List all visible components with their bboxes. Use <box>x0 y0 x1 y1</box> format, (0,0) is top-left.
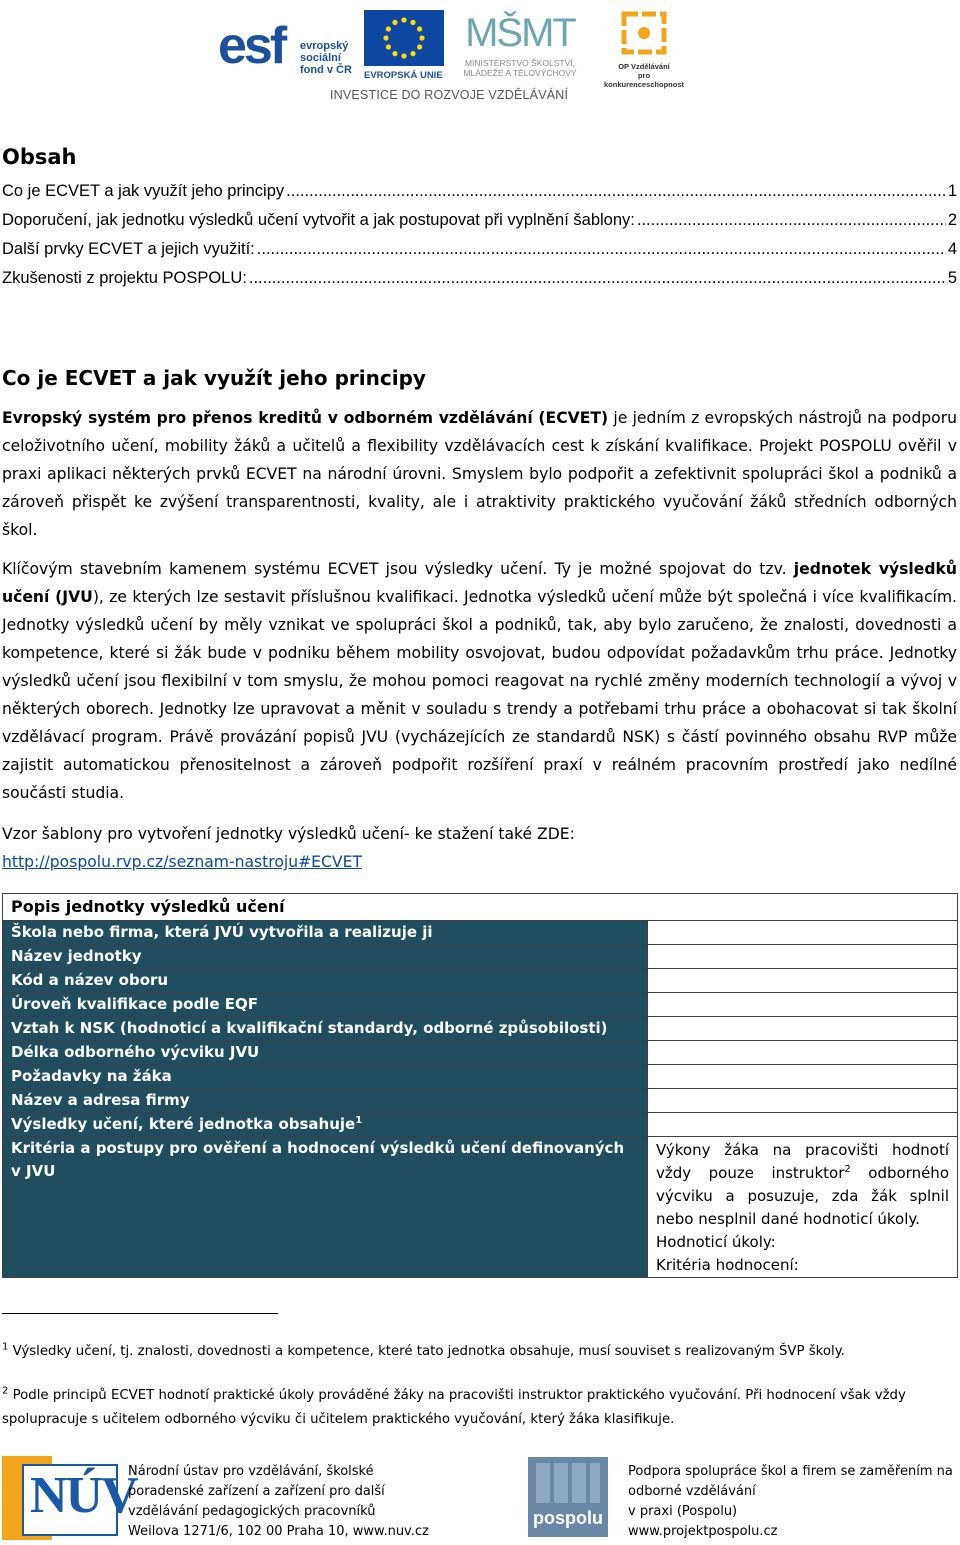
pospolu-logo-text: pospolu <box>533 1508 603 1528</box>
footnote-2 <box>2 1384 957 1432</box>
footnote-1 <box>2 1340 957 1364</box>
esf-logo-letters: esf <box>218 17 285 75</box>
row-label: Kód a název oboru <box>3 969 648 993</box>
eu-label: EVROPSKÁ UNIE <box>364 70 443 81</box>
header-logos <box>218 8 688 108</box>
footnote-text: Podle principů ECVET hodnotí praktické úkoly prováděné žáky na pracovišti instruktor praktického vyučování. Při hodnocení však vždy spolupracuje s učitelem odborného výcviku či učitelem praktického vyučování, který žáka klasifikuje. <box>2 1388 906 1427</box>
nuv-logo-text: NÚV <box>30 1467 137 1524</box>
esf-text-line: evropský <box>300 40 349 52</box>
row-label: Úroveň kvalifikace podle EQF <box>3 993 648 1017</box>
eu-logo <box>364 10 446 84</box>
row-value[interactable] <box>648 1041 958 1065</box>
footnote-number: 1 <box>2 1341 9 1353</box>
toc-item-text: Další prvky ECVET a jejich využití: <box>2 240 255 258</box>
pospolu-logo-grid <box>536 1463 600 1503</box>
toc-item-text: Co je ECVET a jak využít jeho principy <box>2 182 285 200</box>
msmt-mark: MŠMT <box>465 11 575 55</box>
paragraph-intro-text: je jedním z evropských nástrojů na podporu celoživotního učení, mobility žáků a učitelů a flexibility vzdělávacích cest k získání kvalifikace. Projekt POSPOLU ověřil v praxi aplikaci některých prvků ECVET na národní úrovni. Smyslem bylo podpořit a zefektivnit spolupráci škol a podniků a zároveň přispět ke zvýšení transparentnosti, kvality, ale i atraktivity praktického vyučování žáků středních odborných škol. <box>2 409 957 539</box>
section-heading: Co je ECVET a jak využít jeho principy <box>2 366 426 390</box>
row-label-text: Výsledky učení, které jednotka obsahuje <box>11 1115 356 1133</box>
table-row <box>3 1065 958 1089</box>
toc-item-text: Zkušenosti z projektu POSPOLU: <box>2 269 247 287</box>
row-label: Požadavky na žáka <box>3 1065 648 1089</box>
row-label <box>3 1113 648 1137</box>
toc-item-page: 5 <box>947 269 957 287</box>
criteria-assessment: Kritéria hodnocení: <box>656 1256 799 1274</box>
op-text-line: OP Vzdělávání <box>618 62 670 71</box>
op-text-line: pro konkurenceschopnost <box>603 71 685 89</box>
table-row <box>3 1137 958 1278</box>
paragraph-intro <box>2 404 957 544</box>
footer-line: odborné vzdělávání <box>628 1484 756 1499</box>
table-row <box>3 945 958 969</box>
criteria-tasks: Hodnoticí úkoly: <box>656 1233 776 1251</box>
msmt-logo <box>450 8 590 82</box>
row-label: Škola nebo firma, která JVÚ vytvořila a realizuje ji <box>3 921 648 945</box>
toc-leader <box>257 240 946 259</box>
footer-line: Weilova 1271/6, 102 00 Praha 10, www.nuv.cz <box>128 1524 429 1539</box>
table-header: Popis jednotky výsledků učení <box>3 894 958 921</box>
row-value[interactable] <box>648 945 958 969</box>
eu-flag-icon <box>364 10 444 66</box>
row-label: Název jednotky <box>3 945 648 969</box>
footer-line: v praxi (Pospolu) <box>628 1504 738 1519</box>
footer-nuv-address <box>128 1462 429 1542</box>
table-row <box>3 1041 958 1065</box>
row-label: Kritéria a postupy pro ověření a hodnocení výsledků učení definovaných v JVU <box>3 1137 648 1278</box>
template-link[interactable]: http://pospolu.rvp.cz/seznam-nastroju#ECVET <box>2 853 362 871</box>
esf-text-line: sociální <box>300 52 341 64</box>
row-value[interactable] <box>648 1113 958 1137</box>
table-row <box>3 1089 958 1113</box>
toc-item[interactable] <box>2 182 957 211</box>
table-header-row <box>3 894 958 921</box>
esf-text-line: fond v ČR <box>300 64 352 76</box>
row-value[interactable] <box>648 1089 958 1113</box>
toc-item-text: Doporučení, jak jednotku výsledků učení vytvořit a jak postupovat při vyplnění šablony: <box>2 211 635 229</box>
footer-line: Národní ústav pro vzdělávání, školské <box>128 1464 374 1479</box>
footer-line: Podpora spolupráce škol a firem se zaměřením na <box>628 1464 953 1479</box>
paragraph-jvu <box>2 555 957 807</box>
toc-list <box>2 182 957 298</box>
nuv-logo <box>2 1456 137 1540</box>
table-row <box>3 1017 958 1041</box>
toc-item-page: 1 <box>947 182 957 200</box>
table-row <box>3 1113 958 1137</box>
paragraph-jvu-bold: jednotek výsledků učení (JVU <box>2 560 957 606</box>
footnote-text: Výsledky učení, tj. znalosti, dovednosti a kompetence, které tato jednotka obsahuje, musí souviset s realizovaným ŠVP školy. <box>8 1344 845 1359</box>
footer-line: www.projektpospolu.cz <box>628 1524 778 1539</box>
toc-leader <box>249 269 946 288</box>
msmt-text-line: MLÁDEŽE A TĚLOVÝCHOVY <box>463 68 577 78</box>
toc-item-page: 4 <box>947 240 957 258</box>
op-vk-mark-icon <box>618 8 670 58</box>
row-label: Název a adresa firmy <box>3 1089 648 1113</box>
row-label: Délka odborného výcviku JVU <box>3 1041 648 1065</box>
toc-item[interactable] <box>2 269 957 298</box>
paragraph-template <box>2 820 957 876</box>
op-vk-logo <box>598 8 690 89</box>
table-row <box>3 969 958 993</box>
footnote-ref: 2 <box>844 1164 851 1175</box>
footer-line: poradenské zařízení a zařízení pro další <box>128 1484 385 1499</box>
row-value[interactable] <box>648 921 958 945</box>
paragraph-jvu-text-a: Klíčovým stavebním kamenem systému ECVET jsou výsledky učení. Ty je možné spojovat do tzv. <box>2 560 794 578</box>
row-value[interactable] <box>648 1065 958 1089</box>
esf-logo-text <box>300 40 352 76</box>
toc-item-page: 2 <box>947 211 957 229</box>
paragraph-jvu-text-b: ), ze kterých lze sestavit příslušnou kvalifikaci. Jednotka výsledků učení může být společná i více kvalifikacím. Jednotky výsledků učení by měly vznikat ve spolupráci škol a podniků, tak, aby bylo zaručeno, že znalosti, dovednosti a kompetence, které si žák bude v podniku během mobility osvojovat, budou odpovídat požadavkům trhu práce. Jednotky výsledků učení jsou flexibilní v tom smyslu, že mohou pomoci reagovat na rychlé změny moderních technologií a vývoj v některých oborech. Jednotky lze upravovat a měnit v souladu s trendy a potřebami trhu práce a obohacovat si tak školní vzdělávací program. Právě provázání popisů JVU (vycházejících ze standardů NSK) s částí povinného obsahu RVP může zajistit automatickou přenositelnost a zároveň podpořit rozšíření praxí v reálném pracovním prostředí jako nedílné součásti studia. <box>2 588 958 802</box>
footnote-ref: 1 <box>355 1115 363 1126</box>
template-text: Vzor šablony pro vytvoření jednotky výsledků učení- ke stažení také ZDE: <box>2 825 575 843</box>
esf-logo <box>218 10 354 84</box>
row-value-criteria[interactable] <box>648 1137 958 1278</box>
msmt-text-line: MINISTERSTVO ŠKOLSTVÍ, <box>464 58 576 68</box>
investice-slogan: INVESTICE DO ROZVOJE VZDĚLÁVÁNÍ <box>330 88 569 102</box>
footer-project-info <box>628 1462 953 1542</box>
row-value[interactable] <box>648 969 958 993</box>
pospolu-logo <box>528 1457 608 1537</box>
toc-leader <box>637 211 946 230</box>
toc-item[interactable] <box>2 211 957 240</box>
criteria-text: Výkony žáka na pracovišti hodnotí vždy pouze instruktor <box>656 1141 949 1182</box>
row-value[interactable] <box>648 1017 958 1041</box>
toc-leader <box>286 182 946 201</box>
footnote-number: 2 <box>2 1385 9 1397</box>
table-row <box>3 921 958 945</box>
paragraph-intro-bold: Evropský systém pro přenos kreditů v odborném vzdělávání (ECVET) <box>2 409 609 427</box>
criteria-text: odborného výcviku a posuzuje, zda žák splnil nebo nesplnil dané hodnoticí úkoly. <box>656 1164 949 1228</box>
row-label: Vztah k NSK (hodnoticí a kvalifikační standardy, odborné způsobilosti) <box>3 1017 648 1041</box>
table-row <box>3 993 958 1017</box>
footnote-separator <box>2 1313 278 1314</box>
row-value[interactable] <box>648 993 958 1017</box>
jvu-table <box>2 893 958 1278</box>
toc-item[interactable] <box>2 240 957 269</box>
footer-line: vzdělávání pedagogických pracovníků <box>128 1504 376 1519</box>
toc-title: Obsah <box>2 145 77 169</box>
